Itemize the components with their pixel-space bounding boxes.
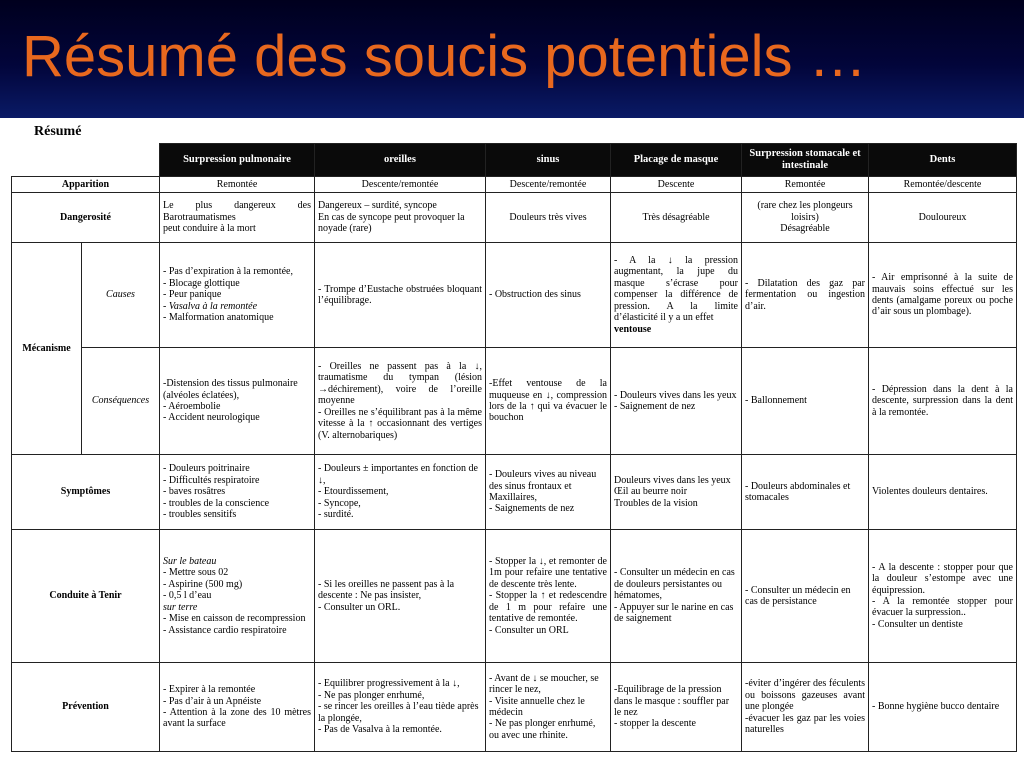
cell-line: - Si les oreilles ne passent pas à la descente : Ne pas insister,	[318, 578, 455, 602]
cell-line: - Accident neurologique	[163, 412, 260, 424]
table-cell	[869, 193, 1017, 243]
column-header: oreilles	[315, 144, 486, 177]
cell-line: - Stopper la ↑ et redescendre de 1 m pour refaire une tentative de remontée.	[489, 590, 607, 625]
cell-line: Le plus dangereux des Barotraumatismes	[163, 200, 311, 223]
table-row	[12, 348, 1017, 455]
table-cell	[160, 663, 315, 752]
table-cell	[611, 348, 742, 455]
table-cell	[869, 530, 1017, 663]
cell-line: - Mise en caisson de recompression	[163, 613, 306, 625]
column-header: Placage de masque	[611, 144, 742, 177]
cell-line: sur terre	[163, 601, 198, 613]
table-cell	[742, 455, 869, 530]
cell-line: - Ne pas plonger enrhumé,	[318, 689, 425, 701]
cell-line: - Douleurs vives dans les yeux	[614, 389, 737, 401]
table-cell	[315, 243, 486, 348]
cell-line: - Consulter un ORL	[489, 624, 569, 636]
table-cell	[160, 455, 315, 530]
cell-line: - Pas d’air à un Apnéiste	[163, 695, 262, 707]
cell-line: - A la descente : stopper pour que la douleur s’estompe avec une équipression.	[872, 561, 1013, 596]
cell-line: - 0,5 l d’eau	[163, 590, 212, 602]
cell-line: - Attention à la zone des 10 mètres avant la surface	[163, 707, 311, 730]
cell-line: - Bonne hygiène bucco dentaire	[872, 701, 1000, 713]
table-cell	[486, 455, 611, 530]
cell-line: Douloureux	[918, 211, 967, 223]
cell-line: - A la remontée stopper pour évacuer la surpression..	[872, 596, 1013, 619]
column-header: Dents	[869, 144, 1017, 177]
cell-line: - Syncope,	[318, 497, 361, 509]
table-cell	[742, 243, 869, 348]
cell-line: - Douleurs poitrinaire	[163, 463, 250, 475]
cell-line: -évacuer les gaz par les voies naturelles	[745, 712, 865, 736]
cell-line: -Effet ventouse de la muqueuse en ↓, compression lors de la ↑ qui va évacuer le bouchon	[489, 378, 607, 424]
cell-line: - Stopper la ↓, et remonter de 1m pour refaire une tentative de descente très lente.	[489, 556, 607, 590]
cell-line: (rare chez les plongeurs loisirs)	[757, 200, 853, 223]
table-cell	[315, 663, 486, 752]
table-cell	[869, 348, 1017, 455]
cell-line: - Vasalva à la remontée	[163, 300, 258, 312]
table-row	[12, 663, 1017, 752]
slide-header	[0, 0, 1024, 118]
cell-line: - Douleurs ± importantes en fonction de ↓,	[318, 463, 478, 486]
table-cell	[486, 530, 611, 663]
table-cell	[160, 530, 315, 663]
corner-cell	[12, 144, 160, 177]
table-cell	[869, 663, 1017, 752]
cell-line: En cas de syncope peut provoquer la noyade (rare)	[318, 211, 465, 235]
cell-line: - Air emprisonné à la suite de mauvais soins effectué sur les dents (amalgame poreux ou poche d’air sous un plombage).	[872, 272, 1013, 318]
cell-line: - Malformation anatomique	[163, 312, 274, 324]
cell-line: - Expirer à la remontée	[163, 684, 256, 696]
row-label: Apparition	[12, 177, 160, 193]
cell-line: Dangereux – surdité, syncope	[318, 200, 437, 212]
cell-line: - Pas d’expiration à la remontée,	[163, 266, 293, 278]
cell-line: - Consulter un médecin en cas de douleurs persistantes ou hématomes,	[614, 567, 735, 602]
cell-line: - Saignements de nez	[489, 503, 575, 515]
cell-line: -Equilibrage de la pression dans le masque : souffler par le nez	[614, 684, 730, 718]
column-header: Surpression stomacale et intestinale	[742, 144, 869, 177]
cell-line: Douleurs vives dans les yeux	[614, 474, 731, 486]
cell-line: - Consulter un médecin en cas de persistance	[745, 584, 851, 607]
cell-line: ventouse	[614, 323, 652, 335]
table-cell: Remontée/descente	[869, 177, 1017, 193]
cell-line: -éviter d’ingérer des féculents ou boissons gazeuses avant une plongée	[745, 678, 865, 713]
table-row	[12, 530, 1017, 663]
table-cell	[486, 193, 611, 243]
table-cell: Remontée	[742, 177, 869, 193]
table-cell	[611, 193, 742, 243]
row-label: Mécanisme	[12, 243, 82, 455]
cell-line: - Equilibrer progressivement à la ↓,	[318, 678, 460, 690]
row-label: Symptômes	[12, 455, 160, 530]
cell-line: - Visite annuelle chez le médecin	[489, 695, 585, 718]
table-cell	[742, 530, 869, 663]
row-sublabel: Conséquences	[82, 348, 160, 455]
row-label: Conduite à Tenir	[12, 530, 160, 663]
table-caption: Résumé	[34, 124, 82, 139]
table-cell	[486, 663, 611, 752]
table-cell	[315, 348, 486, 455]
slide-title: Résumé des soucis potentiels …	[22, 24, 867, 89]
table-cell	[160, 348, 315, 455]
cell-line: - Dilatation des gaz par fermentation ou ingestion d’air.	[745, 277, 865, 312]
cell-line: - Oreilles ne s’équilibrant pas à la même vitesse à la ↑ occasionnant des vertiges (V. alternobariques)	[318, 406, 482, 441]
cell-line: - Douleurs abdominales et stomacales	[745, 480, 851, 503]
cell-line: - Peur panique	[163, 289, 222, 301]
table-cell	[869, 455, 1017, 530]
table-cell	[315, 455, 486, 530]
table-cell	[611, 530, 742, 663]
cell-line: - Oreilles ne passent pas à la ↓, traumatisme du tympan (lésion →déchirement), voire de l’oreille moyenne	[318, 361, 482, 407]
cell-line: - Consulter un dentiste	[872, 618, 963, 630]
cell-line: - Aéroembolie	[163, 401, 221, 412]
cell-line: - Mettre sous 02	[163, 567, 229, 579]
cell-line: Sur le bateau	[163, 556, 217, 568]
table-cell	[160, 243, 315, 348]
table-row	[12, 177, 1017, 193]
table-cell	[315, 530, 486, 663]
table-cell	[611, 243, 742, 348]
table-cell: Descente	[611, 177, 742, 193]
cell-line: - Blocage glottique	[163, 277, 240, 289]
cell-line: - Trompe d’Eustache obstruées bloquant l’équilibrage.	[318, 283, 482, 306]
table-cell: Remontée	[160, 177, 315, 193]
cell-line: - surdité.	[318, 509, 354, 521]
cell-line: - Consulter un ORL.	[318, 601, 401, 613]
cell-line: - Assistance cardio respiratoire	[163, 624, 287, 636]
cell-line: - Etourdissement,	[318, 486, 389, 498]
cell-line: - Douleurs vives au niveau des sinus frontaux et Maxillaires,	[489, 469, 597, 503]
cell-line: - Dépression dans la dent à la descente, surpression dans la dent à la remontée.	[872, 383, 1013, 418]
table-cell	[160, 193, 315, 243]
table-cell	[486, 243, 611, 348]
column-header: Surpression pulmonaire	[160, 144, 315, 177]
table-cell	[742, 193, 869, 243]
cell-line: - baves rosâtres	[163, 486, 226, 498]
row-label: Prévention	[12, 663, 160, 752]
cell-line: Œil au beurre noir	[614, 486, 688, 498]
cell-line: - troubles de la conscience	[163, 497, 270, 509]
cell-line: - Aspirine (500 mg)	[163, 578, 243, 590]
table-cell	[486, 348, 611, 455]
cell-line: - A la ↓ la pression augmentant, la jupe du masque s’écrase pour compenser la différence de pression. A la limite d’élasticité il y a un effet	[614, 255, 738, 324]
table-cell	[869, 243, 1017, 348]
cell-line: - se rincer les oreilles à l’eau tiède après la plongée,	[318, 701, 479, 724]
table-cell: Descente/remontée	[315, 177, 486, 193]
table-cell: Descente/remontée	[486, 177, 611, 193]
cell-line: Troubles de la vision	[614, 497, 698, 509]
table-cell	[611, 455, 742, 530]
cell-line: Douleurs très vives	[509, 211, 587, 223]
table-cell	[742, 348, 869, 455]
table-row	[12, 243, 1017, 348]
cell-line: - troubles sensitifs	[163, 509, 237, 521]
summary-table	[11, 143, 1017, 752]
cell-line: Désagréable	[780, 223, 830, 235]
table-row	[12, 193, 1017, 243]
cell-line: - Ballonnement	[745, 395, 807, 407]
cell-line: - Difficultés respiratoire	[163, 474, 260, 486]
table-cell	[315, 193, 486, 243]
cell-line: - Ne pas plonger enrhumé, ou avec une rhinite.	[489, 718, 596, 741]
table-cell	[742, 663, 869, 752]
cell-line: - Pas de Vasalva à la remontée.	[318, 724, 442, 736]
header-row	[12, 144, 1017, 177]
cell-line: Violentes douleurs dentaires.	[872, 486, 988, 498]
cell-line: peut conduire à la mort	[163, 223, 256, 235]
row-label: Dangerosité	[12, 193, 160, 243]
cell-line: - stopper la descente	[614, 718, 696, 730]
cell-line: - Obstruction des sinus	[489, 289, 581, 301]
cell-line: - Avant de ↓ se moucher, se rincer le nez,	[489, 672, 599, 696]
cell-line: Très désagréable	[642, 211, 710, 223]
cell-line: - Appuyer sur le narine en cas de saignement	[614, 601, 734, 625]
cell-line: - Saignement de nez	[614, 401, 696, 412]
row-sublabel: Causes	[82, 243, 160, 348]
table-row	[12, 455, 1017, 530]
column-header: sinus	[486, 144, 611, 177]
cell-line: -Distension des tissus pulmonaire (alvéoles éclatées),	[163, 378, 298, 401]
table-cell	[611, 663, 742, 752]
